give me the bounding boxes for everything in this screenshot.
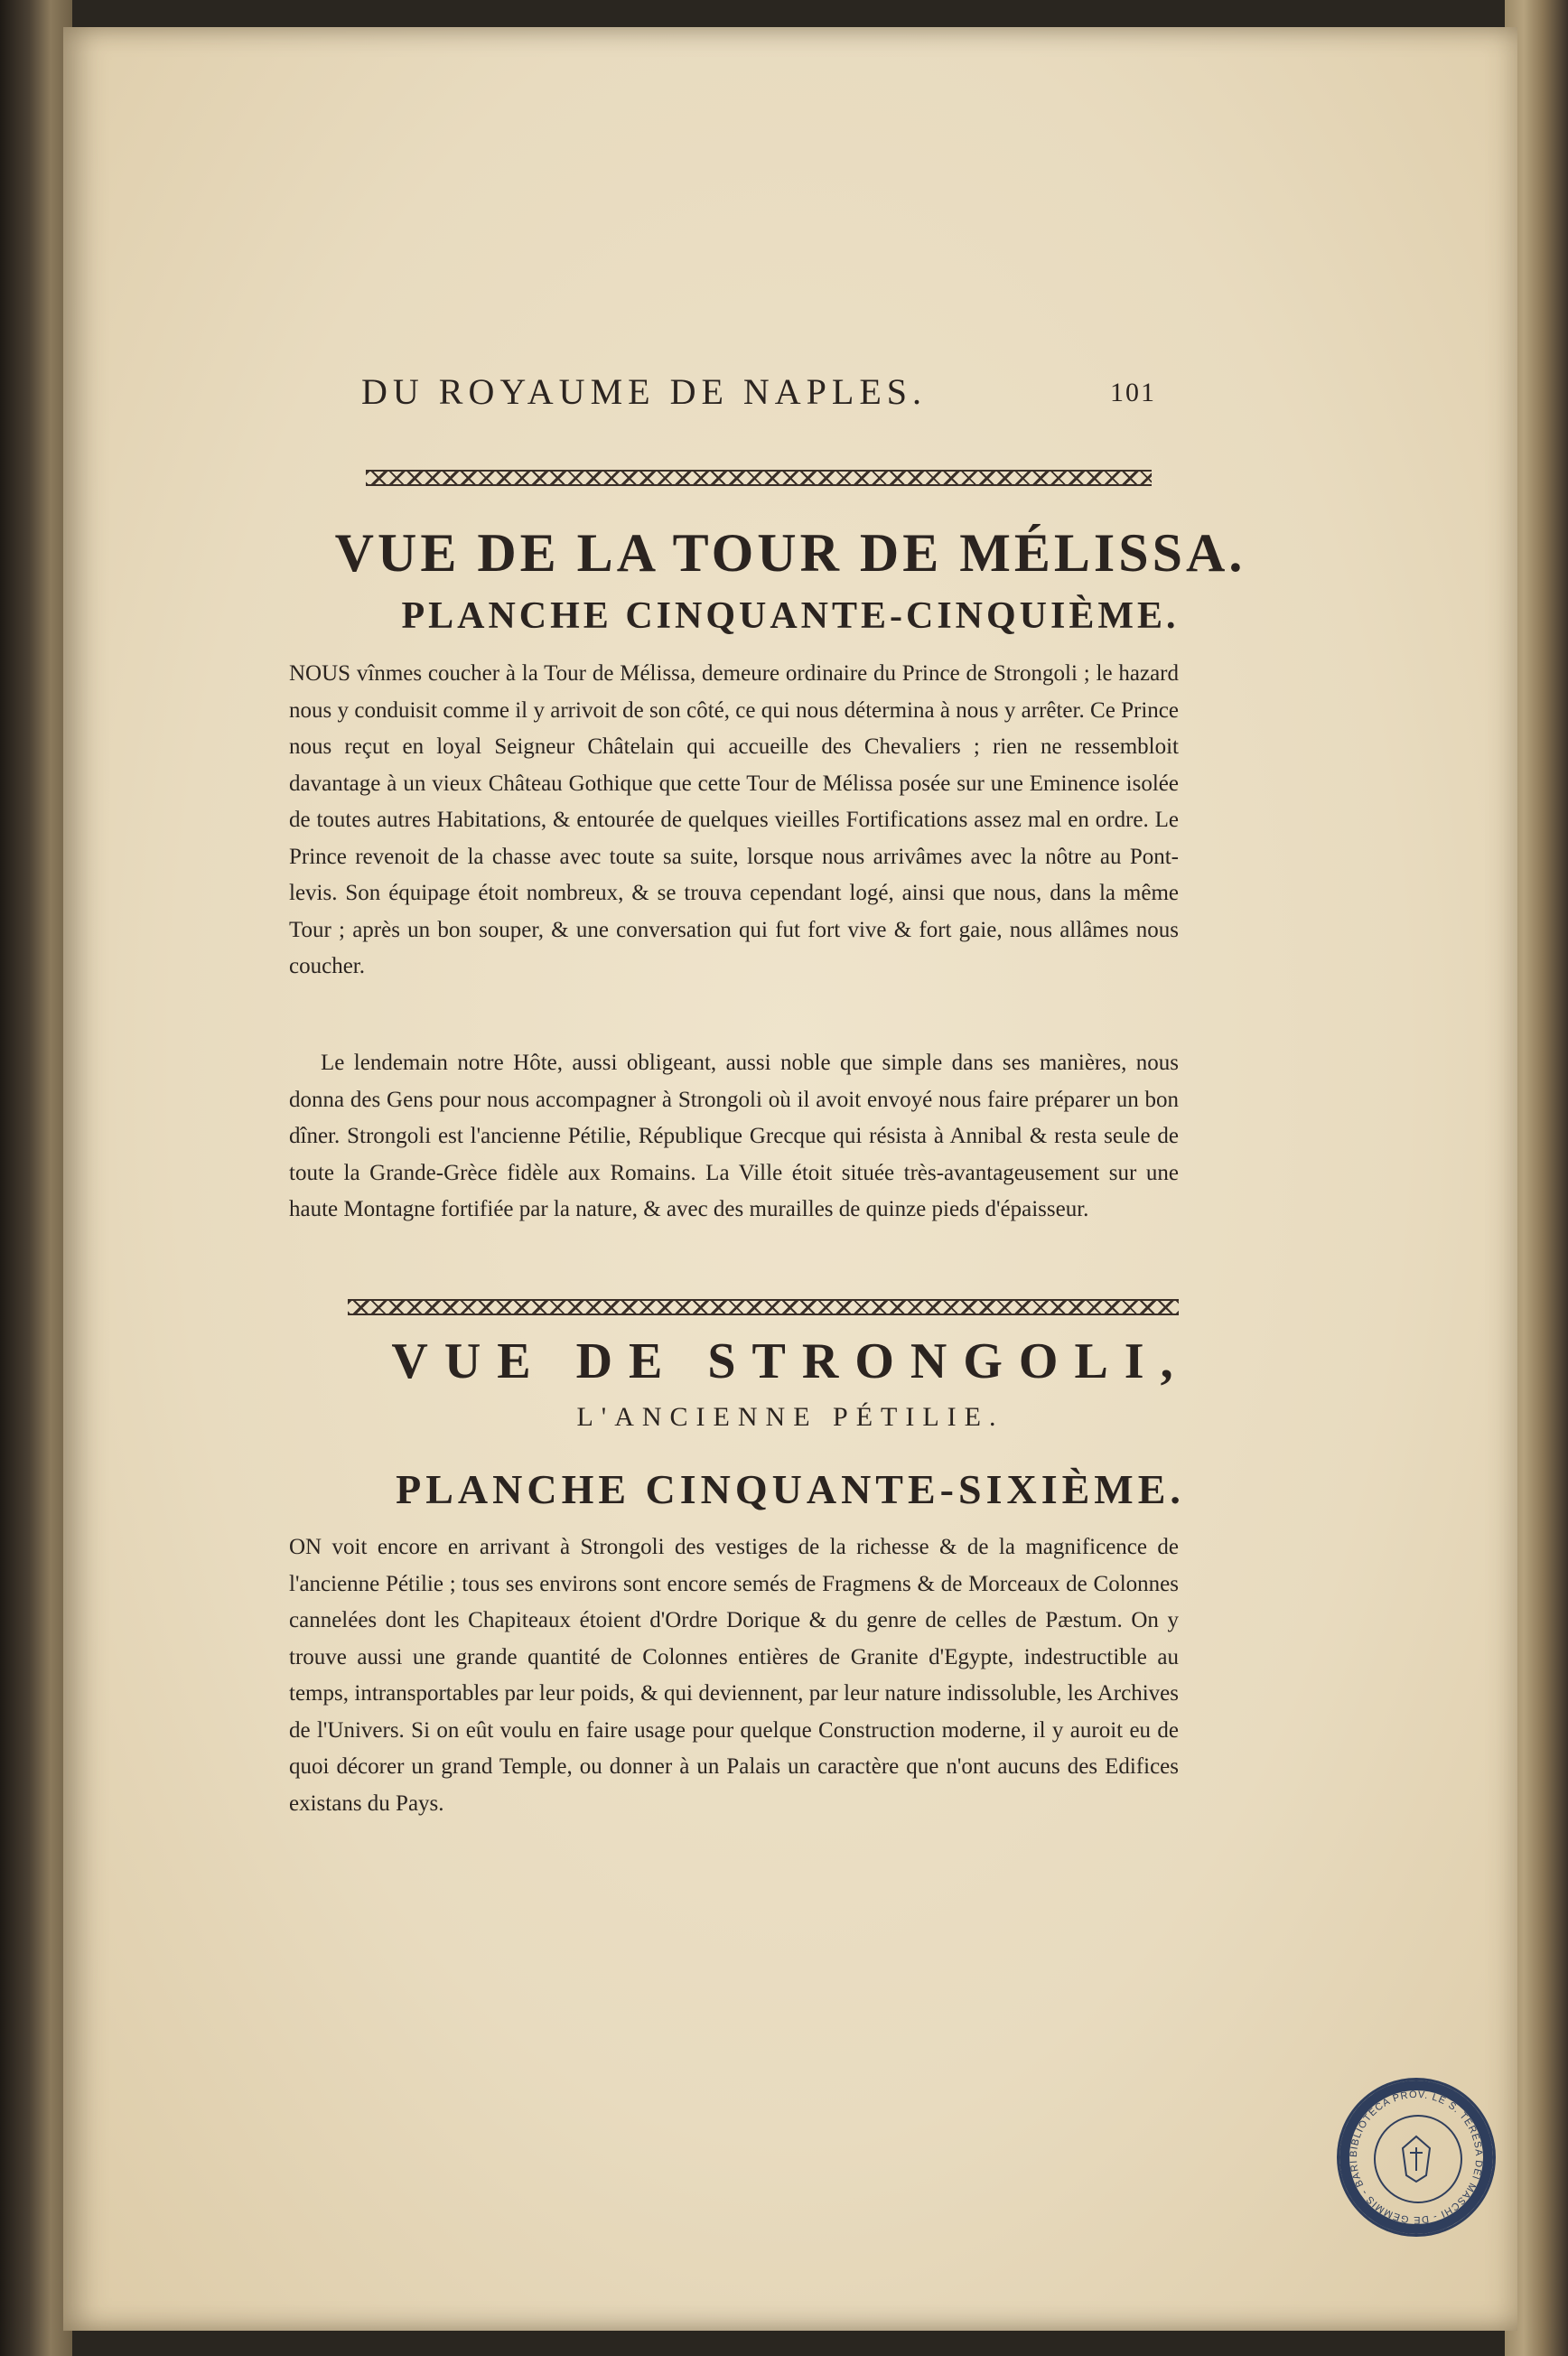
page-content [63, 27, 1517, 2331]
left-page-edge [0, 0, 72, 2356]
book-page [63, 27, 1517, 2331]
paragraph-text: NOUS vînmes coucher à la Tour de Mélissa, demeure ordinaire du Prince de Strongoli ; le hazard nous y conduisit comme il y arrivoit de son côté, ce qui nous détermina à nous y arrêter. Ce Prince nous reçut en loyal Seigneur Châtelain qui accueille des Chevaliers ; rien ne ressembloit davantage à un vieux Château Gothique que cette Tour de Mélissa posée sur une Eminence isolée de toutes autres Habitations, & entourée de quelques vieilles Fortifications assez mal en ordre. Le Prince revenoit de la chasse avec toute sa suite, lorsque nous arrivâmes avec la nôtre au Pont-levis. Son équipage étoit nombreux, & se trouva cependant logé, ainsi que nous, dans la même Tour ; après un bon souper, & une conversation qui fut fort vive & fort gaie, nous allâmes nous coucher. [289, 661, 1179, 978]
paragraph-text: Le lendemain notre Hôte, aussi obligeant, aussi noble que simple dans ses manières, nous donna des Gens pour nous accompagner à Strongoli où il avoit envoyé nous faire préparer un bon dîner. Strongoli est l'ancienne Pétilie, République Grecque qui résista à Annibal & resta seule de toute la Grande-Grèce fidèle aux Romains. La Ville étoit située très-avantageusement sur une haute Montagne fortifiée par la nature, & avec des murailles de quinze pieds d'épaisseur. [289, 1051, 1179, 1221]
stamp-lettering [1339, 2080, 1493, 2234]
section-subtitle: L'ANCIENNE PÉTILIE. [576, 1402, 1004, 1432]
stamp-text: BIBLIOTECA PROV. LE S. TERESA DEI MASCHI - DE GEMMIS - BARI [1348, 2089, 1485, 2226]
plate-heading: PLANCHE CINQUANTE-CINQUIÈME. [401, 595, 1180, 637]
body-paragraph [289, 1045, 1179, 1229]
ornament-rule [348, 1299, 1179, 1315]
plate-heading: PLANCHE CINQUANTE-SIXIÈME. [396, 1466, 1185, 1512]
running-title: DU ROYAUME DE NAPLES. [361, 371, 928, 412]
ornament-rule [366, 470, 1152, 486]
running-head [361, 370, 1156, 434]
page-number: 101 [1110, 378, 1156, 407]
paragraph-text: ON voit encore en arrivant à Strongoli des vestiges de la richesse & de la magnificence de l'ancienne Pétilie ; tous ses environs sont encore semés de Fragmens & de Morceaux de Colonnes cannelées dont les Chapiteaux étoient d'Ordre Dorique & du genre de celles de Pæstum. On y trouve aussi une grande quantité de Colonnes entières de Granite d'Egypte, indestructible au temps, intransportables par leur poids, & qui deviennent, par leur nature indissoluble, les Archives de l'Univers. Si on eût voulu en faire usage pour quelque Construction moderne, il y auroit eu de quoi décorer un grand Temple, ou donner à un Palais un caractère que n'ont aucuns des Edifices existans du Pays. [289, 1535, 1179, 1816]
library-stamp [1337, 2078, 1496, 2237]
body-paragraph [289, 656, 1179, 986]
section-title: VUE DE LA TOUR DE MÉLISSA. [334, 523, 1246, 583]
section-title: VUE DE STRONGOLI, [391, 1333, 1190, 1389]
body-paragraph [289, 1529, 1179, 1822]
